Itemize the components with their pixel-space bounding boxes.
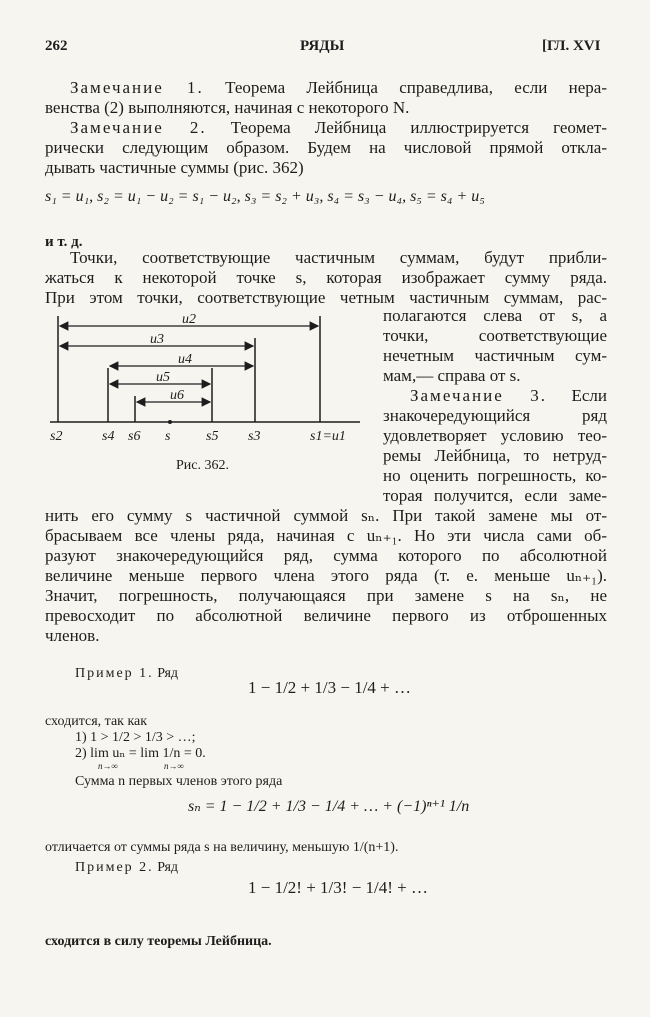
example1-sum-text: Сумма n первых членов этого ряда [75,774,283,789]
remark3-line3: удовлетворяет условию тео- [383,426,607,445]
figure-362 [40,308,370,458]
label-u6: u6 [170,388,184,403]
label-u2: u2 [182,312,196,327]
side-line1: полагаются слева от s, а [383,306,607,325]
example1-cond2: 2) lim uₙ = lim 1/n = 0. [75,746,206,761]
remark3-line2: знакочередующийся ряд [383,406,607,425]
after-line4: величине меньше первого члена этого ряда (т. е. меньше uₙ₊₁). [45,566,607,585]
example2-series: 1 − 1/2! + 1/3! − 1/4! + … [248,878,429,897]
example1-series: 1 − 1/2 + 1/3 − 1/4 + … [248,678,412,697]
label-s4: s4 [102,429,115,444]
side-line3: нечетным частичным сум- [383,346,607,365]
page-number: 262 [45,38,68,54]
chapter-label: [ГЛ. XVI [542,38,601,54]
remark1-line1: Замечание 1. Теорема Лейбница справедлива, если нера- [70,78,607,97]
remark3-line6: торая получится, если заме- [383,486,607,505]
label-s5: s5 [206,429,219,444]
limit-subscript-1: n→∞ [98,761,118,771]
example1-label: Пример 1. [75,666,154,681]
example2-conclusion: сходится в силу теоремы Лейбница. [45,934,272,949]
label-u3: u3 [150,332,164,347]
remark2-line1: Замечание 2. Теорема Лейбница иллюстрируется геомет- [70,118,607,137]
example1-differs: отличается от суммы ряда s на величину, меньшую 1/(n+1). [45,840,399,855]
remark3-line5: но оценить погрешность, ко- [383,466,607,485]
label-u4: u4 [178,352,192,367]
remark3-line4: ремы Лейбница, то нетруд- [383,446,607,465]
after-line5: Значит, погрешность, получающаяся при замене s на sₙ, не [45,586,607,605]
label-s3: s3 [248,429,261,444]
remark3-line1: Замечание 3. Если [410,386,608,405]
remark2-line2: рически следующим образом. Будем на числовой прямой откла- [45,138,607,157]
label-s6: s6 [128,429,141,444]
figure-caption: Рис. 362. [176,458,229,473]
after-line7: членов. [45,626,100,645]
points-line3: При этом точки, соответствующие четным частичным суммам, рас- [45,288,607,307]
running-title: РЯДЫ [300,38,345,54]
side-line2: точки, соответствующие [383,326,607,345]
remark2-label: Замечание 2. [70,118,207,137]
after-line2: брасываем все члены ряда, начиная с uₙ₊₁. Но эти числа сами об- [45,526,607,545]
remark1-label: Замечание 1. [70,78,204,97]
remark1-line2: венства (2) выполняются, начиная с некоторого N. [45,98,410,117]
example2-heading: Пример 2. Ряд [75,860,179,875]
example1-cond1: 1) 1 > 1/2 > 1/3 > …; [75,730,196,745]
label-u5: u5 [156,370,170,385]
limit-subscript-2: n→∞ [164,761,184,771]
remark2-line3: дывать частичные суммы (рис. 362) [45,158,304,177]
partial-sums-formula: s₁ = u₁, s₂ = u₁ − u₂ = s₁ − u₂, s₃ = s₂ + u₃, s₄ = s₃ − u₄, s₅ = s₄ + u₅ [45,188,485,205]
after-line3: разуют знакочередующийся ряд, сумма которого по абсолютной [45,546,607,565]
points-line1: Точки, соответствующие частичным суммам, будут прибли- [70,248,607,267]
side-line4: мам,— справа от s. [383,366,521,385]
points-line2: жаться к некоторой точке s, которая изображает сумму ряда. [45,268,607,287]
label-s1: s1=u1 [310,429,346,444]
point-s [168,420,172,424]
example1-converges: сходится, так как [45,714,148,729]
remark3-label: Замечание 3. [410,386,548,405]
after-line6: превосходит по абсолютной величине первого из отброшенных [45,606,607,625]
example2-label: Пример 2. [75,860,154,875]
etc-text: и т. д. [45,234,83,250]
label-s: s [165,429,171,444]
example1-heading: Пример 1. Ряд [75,666,179,681]
example1-sum-formula: sₙ = 1 − 1/2 + 1/3 − 1/4 + … + (−1)ⁿ⁺¹ 1/n [188,798,470,815]
label-s2: s2 [50,429,63,444]
after-line1: нить его сумму s частичной суммой sₙ. При такой замене мы от- [45,506,607,525]
